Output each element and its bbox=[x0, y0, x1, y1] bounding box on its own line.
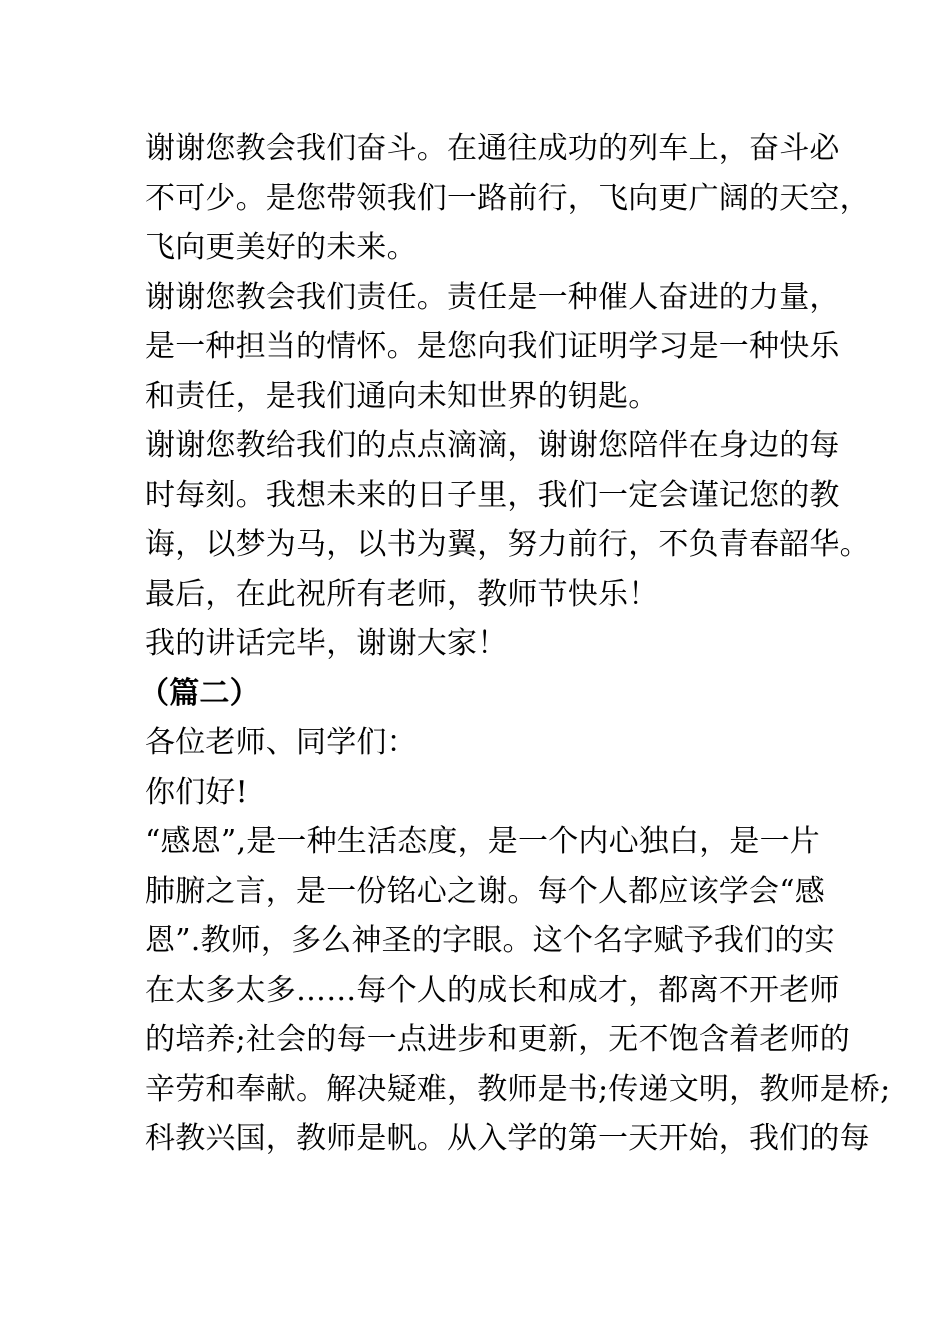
paragraph-line: 和责任，是我们通向未知世界的钥匙。 bbox=[145, 378, 659, 414]
paragraph-line: 最后，在此祝所有老师，教师节快乐！ bbox=[145, 576, 659, 612]
paragraph-line: 肺腑之言，是一份铭心之谢。每个人都应该学会“感 bbox=[145, 873, 825, 909]
paragraph-line: 的培养;社会的每一点进步和更新，无不饱含着老师的 bbox=[145, 1022, 850, 1057]
paragraph-line: 科教兴国，教师是帆。从入学的第一天开始，我们的每 bbox=[145, 1121, 870, 1156]
document-body bbox=[139, 124, 891, 1164]
section-heading: （篇二） bbox=[139, 675, 260, 711]
paragraph-line: 是一种担当的情怀。是您向我们证明学习是一种快乐 bbox=[145, 329, 840, 364]
paragraph-line: 谢谢您教会我们奋斗。在通往成功的列车上，奋斗必 bbox=[145, 131, 840, 166]
salutation-line: 各位老师、同学们： bbox=[145, 725, 417, 760]
paragraph-line: 时每刻。我想未来的日子里，我们一定会谨记您的教 bbox=[145, 477, 840, 513]
paragraph-line: 谢谢您教会我们责任。责任是一种催人奋进的力量， bbox=[145, 279, 840, 315]
paragraph-line: 我的讲话完毕，谢谢大家！ bbox=[145, 626, 508, 661]
paragraph-line: 恩”.教师，多么神圣的字眼。这个名字赋予我们的实 bbox=[145, 923, 835, 958]
paragraph-line: “感恩”,是一种生活态度，是一个内心独白，是一片 bbox=[145, 824, 821, 859]
paragraph-line: 谢谢您教给我们的点点滴滴，谢谢您陪伴在身边的每 bbox=[145, 428, 840, 463]
paragraph-line: 诲，以梦为马，以书为翼，努力前行，不负青春韶华。 bbox=[145, 527, 870, 562]
greeting-line: 你们好! bbox=[145, 774, 248, 810]
paragraph-line: 飞向更美好的未来。 bbox=[145, 230, 417, 265]
paragraph-line: 不可少。是您带领我们一路前行，飞向更广阔的天空， bbox=[145, 180, 870, 216]
paragraph-line: 辛劳和奉献。解决疑难，教师是书;传递文明，教师是桥; bbox=[145, 1071, 891, 1107]
paragraph-line: 在太多太多……每个人的成长和成才，都离不开老师 bbox=[145, 972, 840, 1008]
